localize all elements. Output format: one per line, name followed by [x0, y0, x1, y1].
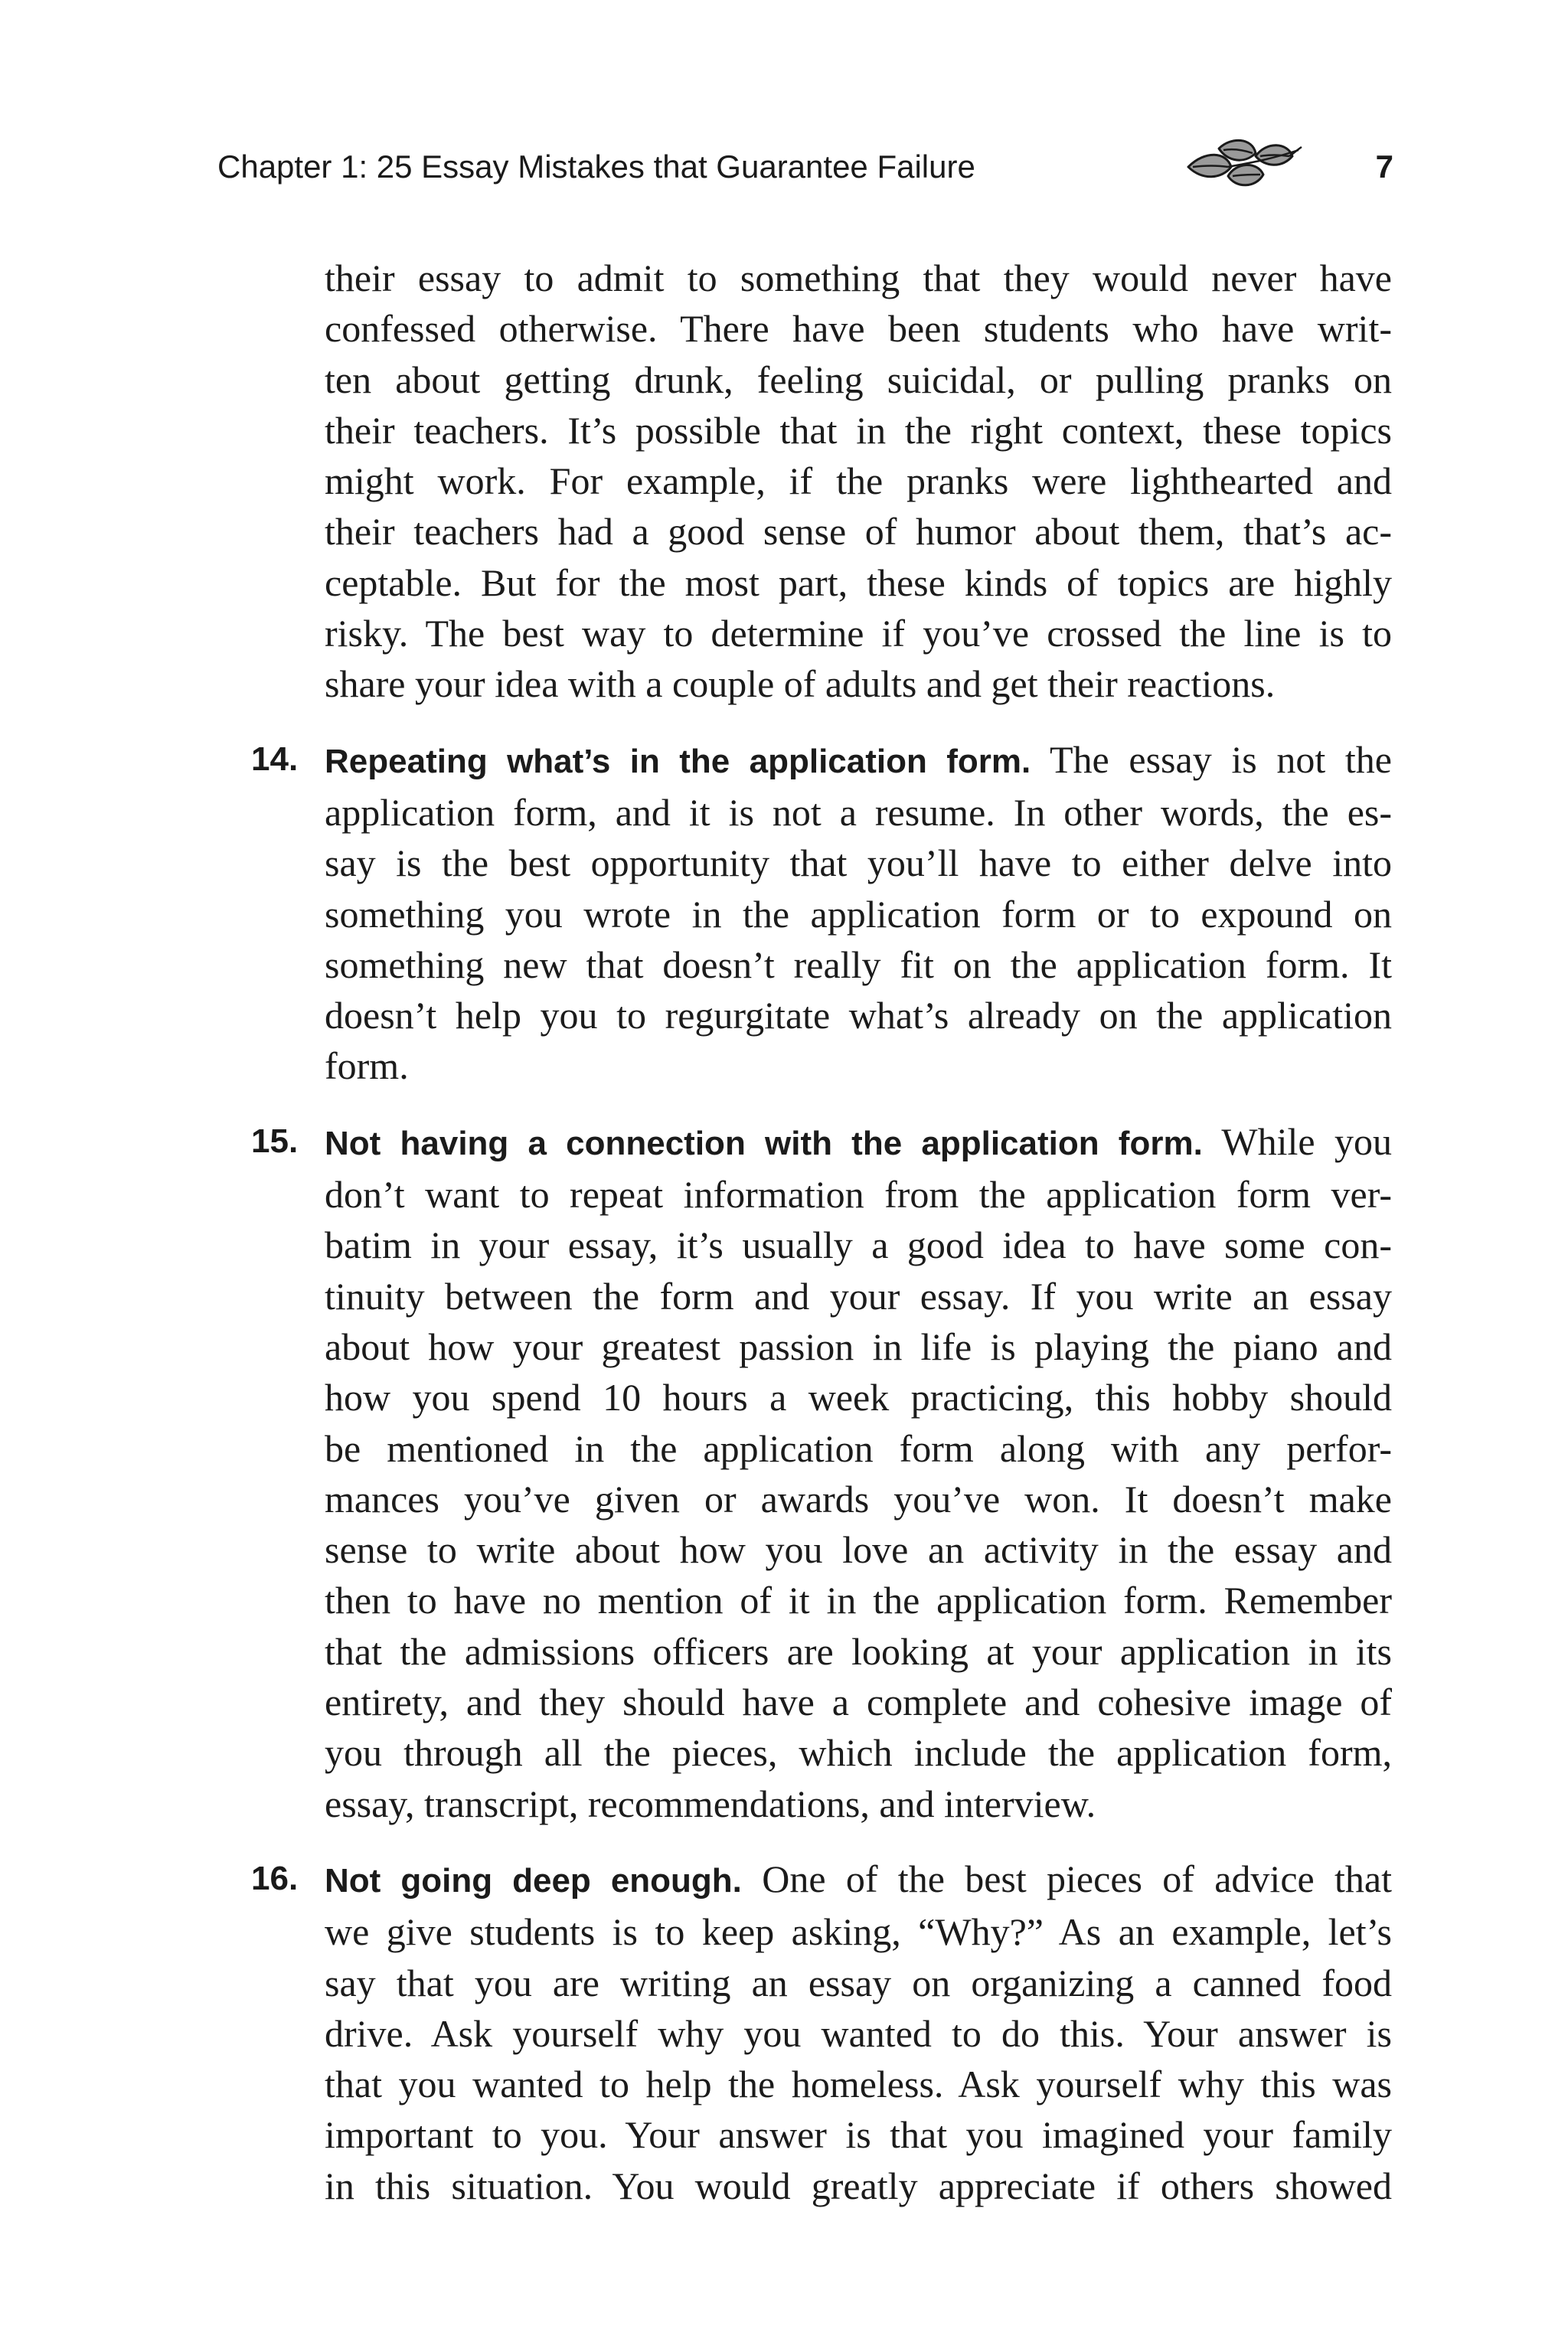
text-line: their teachers had a good sense of humor about them, that’s ac-	[325, 510, 1392, 554]
list-item-14	[251, 734, 1392, 1092]
continued-paragraph	[325, 253, 1392, 710]
text-line: something you wrote in the application form or to expound on	[325, 892, 1392, 936]
text-line: ten about getting drunk, feeling suicidal, or pulling pranks on	[325, 358, 1392, 401]
item-number: 16.	[251, 1859, 299, 1897]
text-line: application form, and it is not a resume. In other words, the es-	[325, 790, 1392, 834]
text-line: don’t want to repeat information from the application form ver-	[325, 1173, 1392, 1217]
text-line: that you wanted to help the homeless. Ask yourself why this was	[325, 2063, 1392, 2106]
list-item-16	[251, 1854, 1392, 2211]
text-line: be mentioned in the application form along with any perfor-	[325, 1426, 1392, 1470]
text-line: tinuity between the form and your essay. If you write an essay	[325, 1274, 1392, 1318]
item-heading: Not going deep enough.	[325, 1861, 742, 1900]
page-body	[251, 253, 1393, 2211]
item-heading: Not having a connection with the application form.	[325, 1124, 1203, 1162]
text-line: drive. Ask yourself why you wanted to do this. Your answer is	[325, 2011, 1392, 2055]
chapter-title: Chapter 1: 25 Essay Mistakes that Guarantee Failure	[217, 149, 975, 185]
text-line: sense to write about how you love an activity in the essay and	[325, 1528, 1392, 1572]
text-line: form.	[325, 1044, 409, 1088]
text-line: batim in your essay, it’s usually a good idea to have some con-	[325, 1223, 1392, 1267]
text-line: their teachers. It’s possible that in the right context, these topics	[325, 408, 1392, 452]
text-line: you through all the pieces, which include the application form,	[325, 1731, 1392, 1775]
text-line: might work. For example, if the pranks were lighthearted and	[325, 459, 1392, 503]
text-line: ceptable. But for the most part, these kinds of topics are highly	[325, 560, 1392, 604]
text-line: doesn’t help you to regurgitate what’s already on the application	[325, 994, 1392, 1037]
text-line: then to have no mention of it in the application form. Remember	[325, 1579, 1392, 1622]
running-header	[217, 142, 1396, 196]
text-line: risky. The best way to determine if you’ve crossed the line is to	[325, 612, 1392, 655]
text-run: The essay is not the	[1031, 737, 1392, 781]
text-line: entirety, and they should have a complete and cohesive image of	[325, 1681, 1392, 1724]
item-heading: Repeating what’s in the application form.	[325, 742, 1031, 780]
text-line: how you spend 10 hours a week practicing, this hobby should	[325, 1376, 1392, 1419]
text-run: One of the best pieces of advice that	[741, 1857, 1392, 1900]
item-paragraph	[325, 734, 1392, 1092]
item-number: 14.	[251, 740, 299, 778]
text-line: say that you are writing an essay on organizing a canned food	[325, 1961, 1392, 2004]
text-line	[325, 1854, 1392, 1906]
text-line: say is the best opportunity that you’ll have to either delve into	[325, 841, 1392, 885]
text-line: something new that doesn’t really fit on the application form. It	[325, 942, 1392, 986]
text-line: that the admissions officers are looking at your application in its	[325, 1629, 1392, 1673]
text-line: in this situation. You would greatly appreciate if others showed	[325, 2164, 1392, 2207]
text-line: about how your greatest passion in life is playing the piano and	[325, 1325, 1392, 1368]
item-number: 15.	[251, 1122, 299, 1160]
page-number: 7	[1375, 149, 1393, 185]
text-line: we give students is to keep asking, “Why?” As an example, let’s	[325, 1910, 1392, 1954]
text-line: essay, transcript, recommendations, and interview.	[325, 1782, 1096, 1825]
text-line	[325, 1116, 1392, 1169]
text-line: confessed otherwise. There have been students who have writ-	[325, 307, 1392, 351]
text-line	[325, 734, 1392, 787]
item-paragraph	[325, 1116, 1392, 1829]
list-item-15	[251, 1116, 1393, 1829]
text-line: share your idea with a couple of adults and get their reactions.	[325, 662, 1276, 706]
text-run: While you	[1202, 1119, 1393, 1163]
item-paragraph	[325, 1854, 1392, 2211]
leaf-vine-ornament-icon	[1182, 133, 1305, 194]
text-line: important to you. Your answer is that you imagined your family	[325, 2113, 1392, 2157]
text-line: mances you’ve given or awards you’ve won. It doesn’t make	[325, 1477, 1392, 1521]
text-line: their essay to admit to something that they would never have	[325, 256, 1392, 299]
